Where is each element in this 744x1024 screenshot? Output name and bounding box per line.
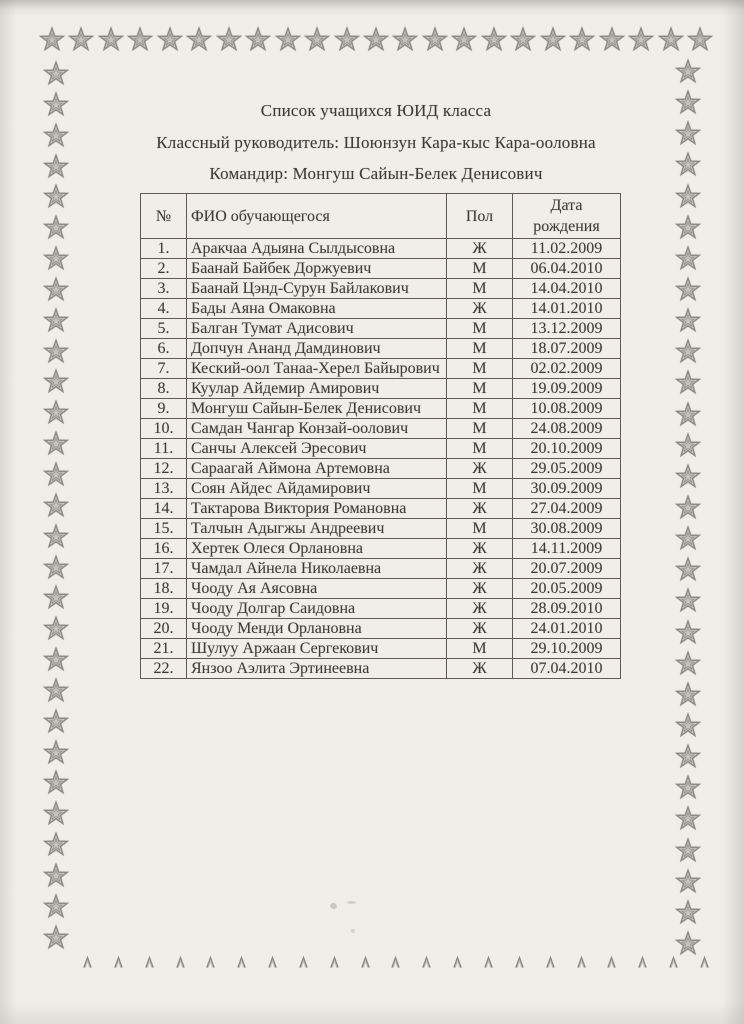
cell-gender: М [447, 399, 513, 419]
cell-birthdate: 14.01.2010 [513, 299, 621, 319]
page-title: Список учащихся ЮИД класса [260, 101, 492, 120]
cell-name: Баанай Цэнд-Сурун Байлакович [187, 279, 447, 299]
caret-icon [111, 955, 126, 970]
cell-birthdate: 07.04.2010 [513, 659, 621, 679]
caret-icon [574, 955, 589, 970]
star-icon [674, 183, 702, 211]
cell-gender: М [447, 359, 513, 379]
star-icon [568, 26, 596, 54]
star-icon [657, 26, 685, 54]
star-icon [674, 58, 702, 86]
cell-gender: М [447, 439, 513, 459]
cell-name: Чамдал Айнела Николаевна [187, 559, 447, 579]
star-icon [674, 494, 702, 522]
table-row [141, 459, 621, 479]
cell-gender: Ж [447, 599, 513, 619]
cell-name: Хертек Олеся Орлановна [187, 539, 447, 559]
cell-birthdate: 20.05.2009 [513, 579, 621, 599]
star-border-right [674, 58, 702, 958]
cell-name: Чооду Менди Орлановна [187, 619, 447, 639]
star-icon [627, 26, 655, 54]
star-icon [674, 307, 702, 335]
caret-icon [419, 955, 434, 970]
star-icon [42, 677, 70, 705]
caret-icon [388, 955, 403, 970]
caret-icon [203, 955, 218, 970]
cell-number: 14. [141, 499, 187, 519]
cell-gender: М [447, 319, 513, 339]
cell-birthdate: 24.01.2010 [513, 619, 621, 639]
table-row [141, 539, 621, 559]
cell-name: Сараагай Аймона Артемовна [187, 459, 447, 479]
scan-artifact [347, 901, 356, 904]
star-icon [674, 774, 702, 802]
column-header-birthdate: Дата рождения [513, 194, 621, 239]
cell-gender: М [447, 339, 513, 359]
star-icon [42, 368, 70, 396]
cell-birthdate: 24.08.2009 [513, 419, 621, 439]
star-icon [674, 712, 702, 740]
cell-number: 9. [141, 399, 187, 419]
table-row [141, 359, 621, 379]
star-icon [38, 26, 66, 54]
cell-name: Самдан Чангар Конзай-оолович [187, 419, 447, 439]
table-row [141, 479, 621, 499]
scan-artifact [329, 902, 338, 910]
caret-icon [666, 955, 681, 970]
caret-icon [327, 955, 342, 970]
cell-name: Монгуш Сайын-Белек Денисович [187, 399, 447, 419]
star-icon [42, 60, 70, 88]
star-icon [42, 893, 70, 921]
table-row [141, 599, 621, 619]
table-row [141, 419, 621, 439]
cell-number: 17. [141, 559, 187, 579]
cell-number: 8. [141, 379, 187, 399]
star-icon [450, 26, 478, 54]
commander-line: Командир: Монгуш Сайын-Белек Денисович [209, 164, 543, 183]
caret-icon [635, 955, 650, 970]
star-icon [42, 307, 70, 335]
star-icon [42, 554, 70, 582]
caret-icon [265, 955, 280, 970]
star-icon [42, 523, 70, 551]
cell-number: 12. [141, 459, 187, 479]
cell-number: 19. [141, 599, 187, 619]
table-row [141, 299, 621, 319]
cell-name: Баанай Байбек Доржуевич [187, 259, 447, 279]
star-icon [480, 26, 508, 54]
star-icon [42, 461, 70, 489]
caret-icon [512, 955, 527, 970]
table-row [141, 499, 621, 519]
star-icon [674, 369, 702, 397]
table-row [141, 579, 621, 599]
cell-birthdate: 13.12.2009 [513, 319, 621, 339]
caret-icon [142, 955, 157, 970]
star-icon [674, 463, 702, 491]
star-icon [421, 26, 449, 54]
table-row [141, 239, 621, 259]
cell-gender: М [447, 259, 513, 279]
star-icon [391, 26, 419, 54]
table-row [141, 319, 621, 339]
column-header-gender: Пол [447, 194, 513, 239]
table-row [141, 339, 621, 359]
cell-gender: Ж [447, 459, 513, 479]
star-icon [674, 837, 702, 865]
star-icon [674, 650, 702, 678]
star-icon [42, 214, 70, 242]
cell-name: Аракчаа Адыяна Сылдысовна [187, 239, 447, 259]
star-icon [185, 26, 213, 54]
star-icon [333, 26, 361, 54]
cell-number: 5. [141, 319, 187, 339]
cell-gender: Ж [447, 239, 513, 259]
cell-gender: Ж [447, 539, 513, 559]
cell-number: 6. [141, 339, 187, 359]
star-icon [42, 245, 70, 273]
star-icon [42, 492, 70, 520]
cell-gender: Ж [447, 299, 513, 319]
cell-name: Шулуу Аржаан Сергекович [187, 639, 447, 659]
table-row [141, 659, 621, 679]
cell-birthdate: 19.09.2009 [513, 379, 621, 399]
teacher-line: Классный руководитель: Шоюнзун Кара-кыс Кара-ооловна [156, 133, 596, 152]
star-icon [674, 556, 702, 584]
star-icon [362, 26, 390, 54]
star-icon [42, 831, 70, 859]
cell-birthdate: 28.09.2010 [513, 599, 621, 619]
star-icon [303, 26, 331, 54]
star-icon [674, 743, 702, 771]
cell-number: 20. [141, 619, 187, 639]
cell-birthdate: 18.07.2009 [513, 339, 621, 359]
cell-name: Соян Айдес Айдамирович [187, 479, 447, 499]
table-row [141, 619, 621, 639]
star-icon [674, 868, 702, 896]
students-table [140, 193, 621, 679]
caret-icon [697, 955, 712, 970]
cell-gender: М [447, 419, 513, 439]
cell-birthdate: 30.09.2009 [513, 479, 621, 499]
column-header-name: ФИО обучающегося [187, 194, 447, 239]
cell-birthdate: 30.08.2009 [513, 519, 621, 539]
cell-gender: М [447, 279, 513, 299]
table-row [141, 399, 621, 419]
star-icon [674, 805, 702, 833]
cell-name: Янзоо Аэлита Эртинеевна [187, 659, 447, 679]
table-header-row [141, 194, 621, 239]
cell-number: 2. [141, 259, 187, 279]
star-icon [42, 399, 70, 427]
caret-icon [234, 955, 249, 970]
cell-gender: М [447, 639, 513, 659]
table-row [141, 639, 621, 659]
cell-birthdate: 14.04.2010 [513, 279, 621, 299]
caret-icon [358, 955, 373, 970]
table-row [141, 259, 621, 279]
cell-gender: Ж [447, 559, 513, 579]
star-icon [674, 214, 702, 242]
cell-number: 18. [141, 579, 187, 599]
star-icon [674, 525, 702, 553]
star-icon [42, 708, 70, 736]
column-header-number: № [141, 194, 187, 239]
cell-birthdate: 14.11.2009 [513, 539, 621, 559]
star-icon [509, 26, 537, 54]
caret-icon [296, 955, 311, 970]
table-row [141, 279, 621, 299]
cell-number: 11. [141, 439, 187, 459]
cell-number: 3. [141, 279, 187, 299]
star-icon [42, 800, 70, 828]
table-row [141, 559, 621, 579]
cell-birthdate: 20.10.2009 [513, 439, 621, 459]
star-border-top [38, 26, 714, 54]
table-row [141, 379, 621, 399]
star-border-left [42, 60, 70, 952]
star-icon [674, 432, 702, 460]
caret-icon [450, 955, 465, 970]
star-icon [674, 245, 702, 273]
star-icon [42, 338, 70, 366]
cell-number: 13. [141, 479, 187, 499]
star-icon [42, 430, 70, 458]
star-icon [126, 26, 154, 54]
cell-number: 15. [141, 519, 187, 539]
star-icon [686, 26, 714, 54]
cell-number: 7. [141, 359, 187, 379]
cell-birthdate: 10.08.2009 [513, 399, 621, 419]
star-icon [674, 587, 702, 615]
cell-birthdate: 06.04.2010 [513, 259, 621, 279]
star-icon [244, 26, 272, 54]
cell-gender: М [447, 479, 513, 499]
cell-gender: Ж [447, 619, 513, 639]
star-icon [97, 26, 125, 54]
star-icon [674, 276, 702, 304]
star-icon [215, 26, 243, 54]
table-row [141, 519, 621, 539]
caret-icon [173, 955, 188, 970]
star-icon [42, 769, 70, 797]
cell-gender: М [447, 379, 513, 399]
cell-name: Талчын Адыгжы Андреевич [187, 519, 447, 539]
star-icon [42, 739, 70, 767]
cell-name: Кеский-оол Танаа-Херел Байырович [187, 359, 447, 379]
star-icon [42, 122, 70, 150]
star-icon [42, 862, 70, 890]
cell-gender: М [447, 519, 513, 539]
table-row [141, 439, 621, 459]
star-icon [674, 681, 702, 709]
star-icon [674, 401, 702, 429]
cell-birthdate: 11.02.2009 [513, 239, 621, 259]
star-icon [42, 646, 70, 674]
cell-birthdate: 20.07.2009 [513, 559, 621, 579]
caret-icon [481, 955, 496, 970]
cell-name: Чооду Ая Аясовна [187, 579, 447, 599]
star-icon [156, 26, 184, 54]
star-icon [42, 276, 70, 304]
cell-birthdate: 02.02.2009 [513, 359, 621, 379]
cell-gender: Ж [447, 499, 513, 519]
star-icon [42, 924, 70, 952]
star-icon [674, 338, 702, 366]
cell-number: 22. [141, 659, 187, 679]
star-icon [539, 26, 567, 54]
star-icon [42, 584, 70, 612]
cell-name: Чооду Долгар Саидовна [187, 599, 447, 619]
star-icon [67, 26, 95, 54]
star-icon [42, 153, 70, 181]
cell-name: Куулар Айдемир Амирович [187, 379, 447, 399]
caret-icon [604, 955, 619, 970]
cell-name: Бады Аяна Омаковна [187, 299, 447, 319]
star-border-bottom [80, 953, 712, 970]
cell-number: 16. [141, 539, 187, 559]
cell-number: 4. [141, 299, 187, 319]
cell-number: 10. [141, 419, 187, 439]
cell-gender: Ж [447, 579, 513, 599]
star-icon [42, 183, 70, 211]
star-icon [42, 615, 70, 643]
cell-number: 21. [141, 639, 187, 659]
cell-name: Тактарова Виктория Романовна [187, 499, 447, 519]
cell-name: Допчун Ананд Дамдинович [187, 339, 447, 359]
star-icon [674, 899, 702, 927]
star-icon [674, 619, 702, 647]
cell-gender: Ж [447, 659, 513, 679]
cell-name: Санчы Алексей Эресович [187, 439, 447, 459]
scan-edge-shadow [0, 0, 744, 9]
star-icon [42, 91, 70, 119]
cell-number: 1. [141, 239, 187, 259]
star-icon [598, 26, 626, 54]
cell-birthdate: 29.05.2009 [513, 459, 621, 479]
cell-birthdate: 27.04.2009 [513, 499, 621, 519]
caret-icon [543, 955, 558, 970]
scan-artifact [351, 929, 355, 933]
cell-name: Балган Тумат Адисович [187, 319, 447, 339]
caret-icon [80, 955, 95, 970]
cell-birthdate: 29.10.2009 [513, 639, 621, 659]
star-icon [274, 26, 302, 54]
